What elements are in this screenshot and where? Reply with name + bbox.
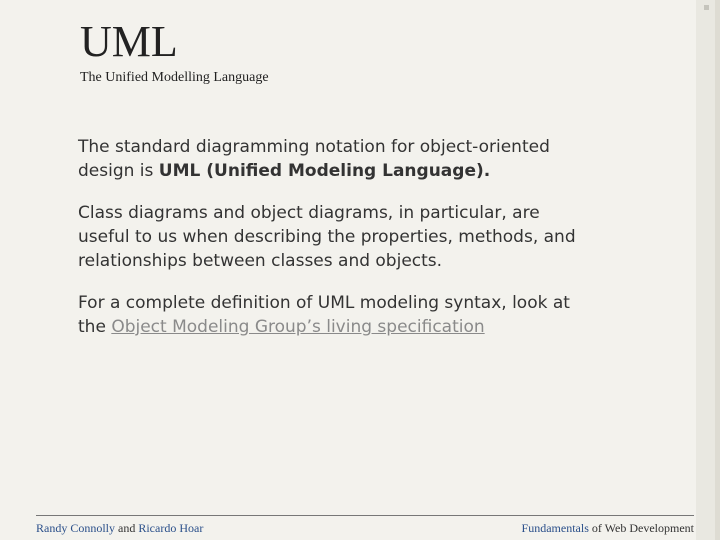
footer-book-title [522, 520, 694, 536]
footer-and: and [115, 521, 139, 535]
footer-divider [36, 515, 694, 516]
paragraph-class-diagrams: Class diagrams and object diagrams, in particular, are useful to us when describing the properties, methods, and relationships between classes and objects. [78, 203, 576, 271]
omg-specification-link[interactable]: Object Modeling Group’s living specification [111, 317, 485, 337]
decorative-corner-square [704, 5, 709, 10]
author-link-connolly[interactable]: Randy Connolly [36, 521, 116, 535]
paragraph-text: The standard diagramming notation for object-oriented design is [78, 137, 550, 181]
slide-title: UML [80, 17, 178, 66]
footer-authors [36, 520, 203, 536]
book-title-rest: of Web Development [588, 521, 694, 535]
paragraph-specification [78, 291, 578, 339]
book-title-link[interactable]: Fundamentals [521, 521, 589, 535]
paragraph-uml-definition [78, 135, 578, 183]
decorative-right-stripe [715, 0, 720, 540]
slide-body [78, 135, 578, 357]
paragraph-text: For a complete definition of UML modeling syntax, look at the [78, 293, 570, 337]
slide-subtitle: The Unified Modelling Language [80, 70, 269, 85]
author-link-hoar[interactable]: Ricardo Hoar [138, 521, 204, 535]
uml-emphasis: UML (Unified Modeling Language). [158, 161, 491, 181]
